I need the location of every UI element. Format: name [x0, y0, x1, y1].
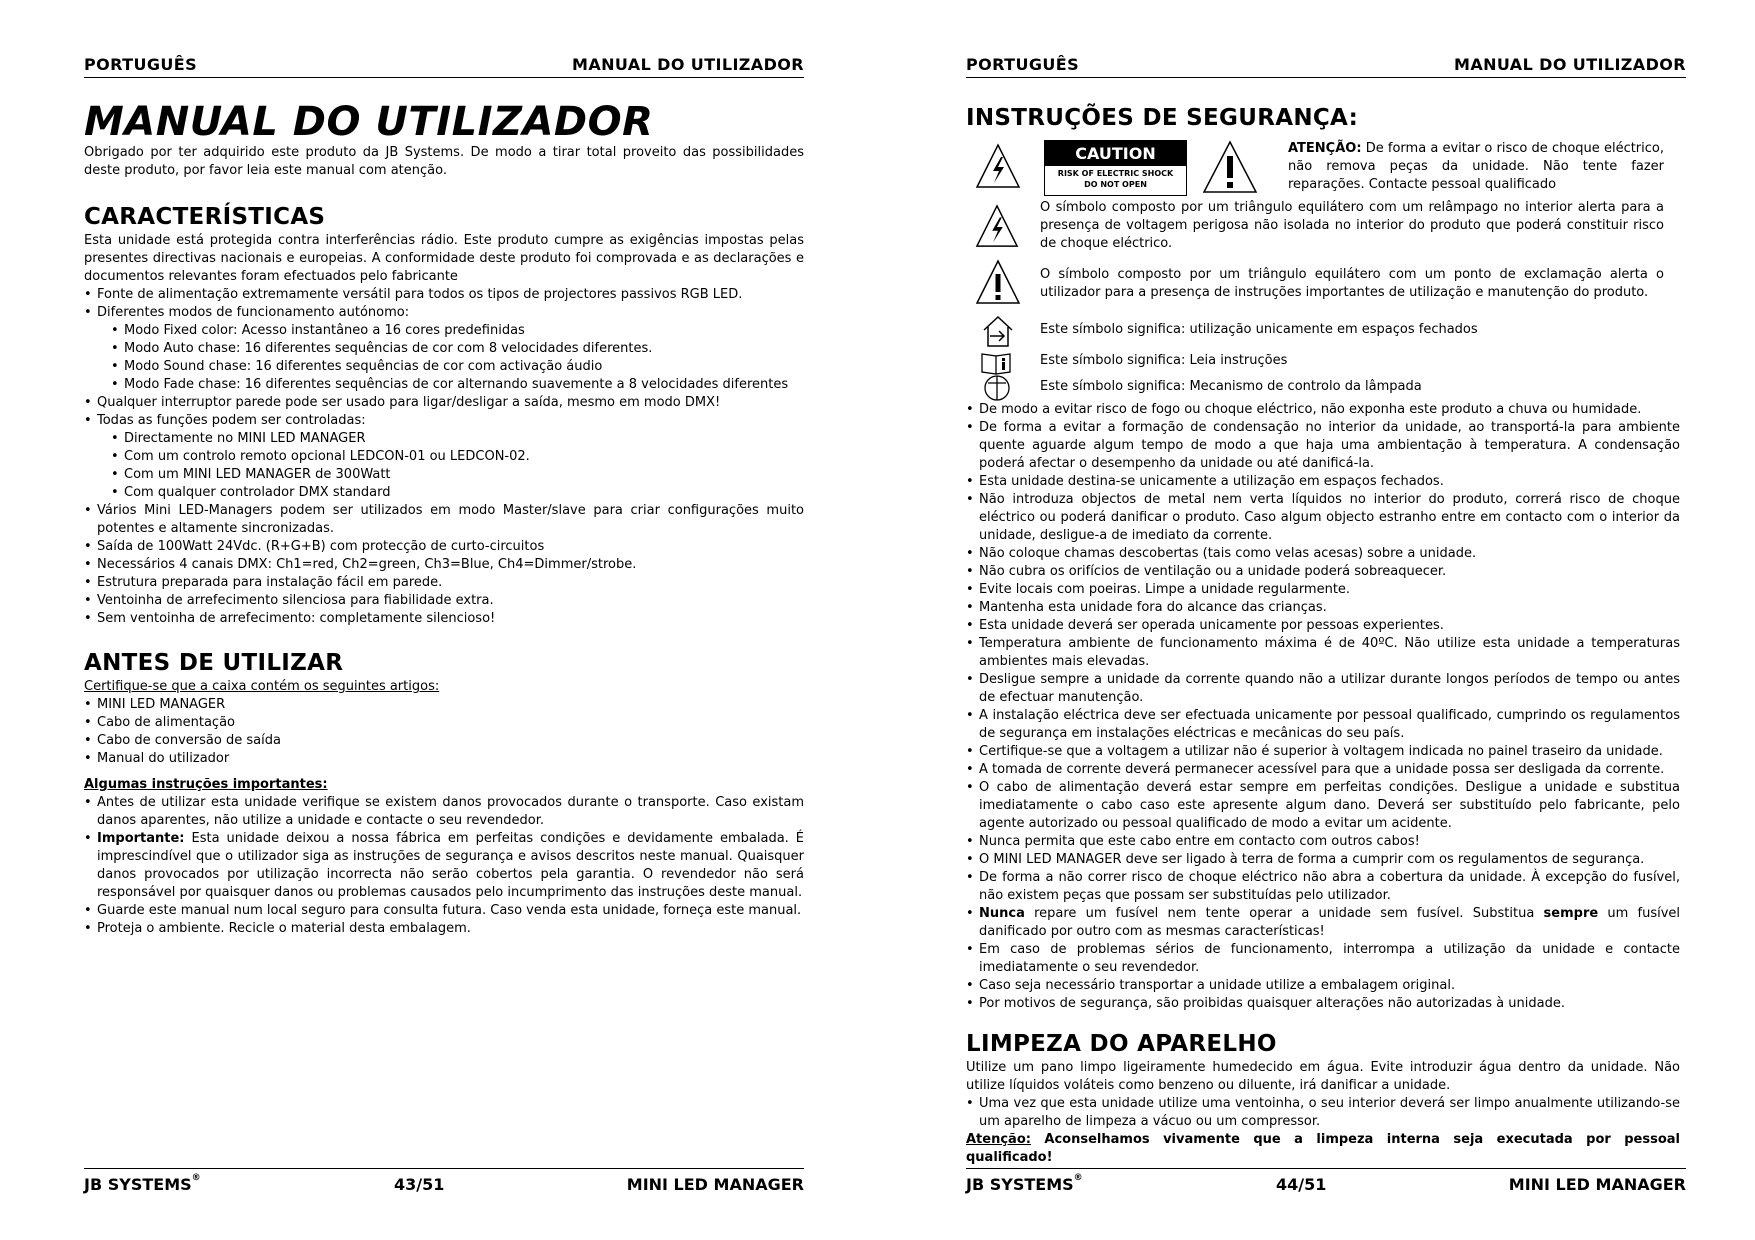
- safety-heading: INSTRUÇÕES DE SEGURANÇA:: [966, 105, 1359, 131]
- cleaning-heading: LIMPEZA DO APARELHO: [966, 1031, 1277, 1057]
- important-label: Importante:: [97, 831, 185, 846]
- important-text: Esta unidade deixou a nossa fábrica em perfeitas condições e devidamente embalada. É imprescindível que o utilizador siga as instruções de segurança e avisos descritos neste manual. Quaisquer danos provocados por utilização incorrecta não serão cobertos pela garantia. O revendedor não será responsável por quaisquer danos ou problemas causados pelo incumprimento das instruções deste manual.: [97, 831, 804, 900]
- list-item: • Cabo de alimentação: [84, 714, 804, 732]
- header-doc-title: MANUAL DO UTILIZADOR: [572, 55, 804, 74]
- footer-brand: JB SYSTEMS®: [84, 1173, 201, 1194]
- list-item: • Não coloque chamas descobertas (tais como velas acesas) sobre a unidade.: [966, 545, 1680, 563]
- important-heading: Algumas instruções importantes:: [84, 777, 328, 792]
- lightning-symbol-icon: [974, 203, 1020, 249]
- left-page: [84, 0, 804, 1240]
- list-item: • O MINI LED MANAGER deve ser ligado à terra de forma a cumprir com os regulamentos de segurança.: [966, 851, 1680, 869]
- safety-content: [966, 401, 1680, 1167]
- list-item: • Nunca repare um fusível nem tente operar a unidade sem fusível. Substitua sempre um fusível danificado por outro com as mesmas características!: [966, 905, 1680, 941]
- package-check-text: Certifique-se que a caixa contém os seguintes artigos:: [84, 679, 440, 694]
- page-header: [966, 55, 1686, 78]
- left-content: [84, 100, 804, 938]
- list-item: • Temperatura ambiente de funcionamento máxima é de 40ºC. Não utilize esta unidade a temperaturas ambientes mais elevadas.: [966, 635, 1680, 671]
- list-item: • Guarde este manual num local seguro para consulta futura. Caso venda esta unidade, forneça este manual.: [84, 902, 804, 920]
- list-item: • Caso seja necessário transportar a unidade utilize a embalagem original.: [966, 977, 1680, 995]
- list-item: • Ventoinha de arrefecimento silenciosa para fiabilidade extra.: [84, 592, 804, 610]
- list-item: • A tomada de corrente deverá permanecer acessível para que a unidade possa ser desligada da corrente.: [966, 761, 1680, 779]
- list-item: • Estrutura preparada para instalação fácil em parede.: [84, 574, 804, 592]
- list-item: • Modo Auto chase: 16 diferentes sequências de cor com 8 velocidades diferentes.: [111, 340, 804, 358]
- footer-page-number: 43/51: [394, 1175, 445, 1194]
- list-item: • Sem ventoinha de arrefecimento: completamente silencioso!: [84, 610, 804, 628]
- footer-product: MINI LED MANAGER: [1508, 1175, 1686, 1194]
- package-list: [84, 696, 804, 768]
- before-use-heading: ANTES DE UTILIZAR: [84, 650, 344, 676]
- features-list: [84, 394, 804, 430]
- exclamation-warning-icon: [1202, 140, 1258, 194]
- list-item: • Modo Fade chase: 16 diferentes sequências de cor alternando suavemente a 8 velocidades diferentes: [111, 376, 804, 394]
- footer-page-number: 44/51: [1276, 1175, 1327, 1194]
- cleaning-list: [966, 1095, 1680, 1131]
- list-item: • Com um controlo remoto opcional LEDCON-01 ou LEDCON-02.: [111, 448, 804, 466]
- read-symbol-text: Este símbolo significa: Leia instruções: [1040, 353, 1288, 368]
- list-item: • Fonte de alimentação extremamente versátil para todos os tipos de projectores passivos RGB LED.: [84, 286, 804, 304]
- nunca-label: Nunca: [979, 906, 1025, 921]
- page-header: [84, 55, 804, 78]
- list-item: • Em caso de problemas sérios de funcionamento, interrompa a utilização da unidade e contacte imediatamente o seu revendedor.: [966, 941, 1680, 977]
- list-item: • Todas as funções podem ser controladas:: [84, 412, 804, 430]
- list-item: • Directamente no MINI LED MANAGER: [111, 430, 804, 448]
- list-item: • Nunca permita que este cabo entre em contacto com outros cabos!: [966, 833, 1680, 851]
- list-item: • MINI LED MANAGER: [84, 696, 804, 714]
- right-page: [966, 0, 1686, 1240]
- features-list: [84, 286, 804, 322]
- lightning-symbol-text: O símbolo composto por um triângulo equilátero com um relâmpago no interior alerta para a presença de voltagem perigosa não isolada no interior do produto que poderá constituir risco de choque eléctrico.: [1040, 200, 1664, 251]
- list-item: • Uma vez que esta unidade utilize uma ventoinha, o seu interior deverá ser limpo anualmente utilizando-se um aparelho de limpeza a vácuo ou um compressor.: [966, 1095, 1680, 1131]
- cleaning-text: Utilize um pano limpo ligeiramente humedecido em água. Evite introduzir água dentro da unidade. Não utilize líquidos voláteis como benzeno ou diluente, irá danificar a unidade.: [966, 1060, 1680, 1093]
- cleaning-note-label: Atenção:: [966, 1132, 1031, 1147]
- attention-text-block: [1288, 140, 1664, 194]
- intro-text: Obrigado por ter adquirido este produto da JB Systems. De modo a tirar total proveito das possibilidades deste produto, por favor leia este manual com atenção.: [84, 145, 804, 178]
- list-item: • De modo a evitar risco de fogo ou choque eléctrico, não exponha este produto a chuva ou humidade.: [966, 401, 1680, 419]
- caution-label: [1044, 140, 1187, 196]
- list-item: • Manual do utilizador: [84, 750, 804, 768]
- header-language: PORTUGUÊS: [84, 55, 198, 74]
- list-item: • De forma a não correr risco de choque eléctrico não abra a cobertura da unidade. À excepção do fusível, não existem peças que possam ser substituídas pelo utilizador.: [966, 869, 1680, 905]
- lightning-warning-icon: [974, 142, 1022, 190]
- list-item: • Modo Fixed color: Acesso instantâneo a 16 cores predefinidas: [111, 322, 804, 340]
- list-item: • Esta unidade deverá ser operada unicamente por pessoas experientes.: [966, 617, 1680, 635]
- features-list: [84, 502, 804, 628]
- control-list: [84, 430, 804, 502]
- safety-list: [966, 401, 1680, 1013]
- list-item: [84, 830, 804, 902]
- list-item: • A instalação eléctrica deve ser efectuada unicamente por pessoal qualificado, cumprindo os regulamentos de segurança em instalações eléctricas e mecânicas do seu país.: [966, 707, 1680, 743]
- caution-title: CAUTION: [1045, 141, 1186, 166]
- list-item: • Cabo de conversão de saída: [84, 732, 804, 750]
- list-item: • Certifique-se que a voltagem a utilizar não é superior à voltagem indicada no painel traseiro da unidade.: [966, 743, 1680, 761]
- caution-subtitle: RISK OF ELECTRIC SHOCK DO NOT OPEN: [1057, 169, 1174, 189]
- indoor-symbol-text: Este símbolo significa: utilização unicamente em espaços fechados: [1040, 322, 1478, 337]
- important-list: [84, 794, 804, 938]
- features-text: Esta unidade está protegida contra interferências rádio. Este produto cumpre as exigências impostas pelas presentes directivas nacionais e europeias. A conformidade deste produto foi comprovada e as declarações e documentos relevantes foram efectuados pelo fabricante: [84, 233, 804, 284]
- attention-text: De forma a evitar o risco de choque eléctrico, não remova peças da unidade. Não tente fazer reparações. Contacte pessoal qualificado: [1288, 141, 1664, 192]
- read-instructions-icon: [980, 350, 1014, 376]
- attention-label: ATENÇÃO:: [1288, 141, 1362, 156]
- features-heading: CARACTERÍSTICAS: [84, 204, 326, 230]
- footer-product: MINI LED MANAGER: [626, 1175, 804, 1194]
- sempre-label: sempre: [1543, 906, 1599, 921]
- cleaning-note-text: Aconselhamos vivamente que a limpeza interna seja executada por pessoal qualificado!: [966, 1132, 1680, 1165]
- exclamation-symbol-text: O símbolo composto por um triângulo equilátero com um ponto de exclamação alerta o utilizador para a presença de instruções importantes de utilização e manutenção do produto.: [1040, 267, 1664, 300]
- list-item: • Necessários 4 canais DMX: Ch1=red, Ch2=green, Ch3=Blue, Ch4=Dimmer/strobe.: [84, 556, 804, 574]
- list-item: • Mantenha esta unidade fora do alcance das crianças.: [966, 599, 1680, 617]
- list-item: • Esta unidade destina-se unicamente a utilização em espaços fechados.: [966, 473, 1680, 491]
- lamp-symbol-text: Este símbolo significa: Mecanismo de controlo da lâmpada: [1040, 379, 1422, 394]
- list-item: • Não introduza objectos de metal nem verta líquidos no interior do produto, correrá risco de choque eléctrico ou poderá danificar o produto. Caso algum objecto estranho entre em contacto com o interior da unidade, desligue-a de imediato da corrente.: [966, 491, 1680, 545]
- indoor-use-icon: [982, 314, 1014, 348]
- list-item: • De forma a evitar a formação de condensação no interior da unidade, ao transportá-la para ambiente quente aguarde algum tempo de modo a que haja uma ambientação à temperatura. A condensação poderá afectar o desempenho da unidade ou até danificá-la.: [966, 419, 1680, 473]
- list-item: • Qualquer interruptor parede pode ser usado para ligar/desligar a saída, mesmo em modo DMX!: [84, 394, 804, 412]
- list-item: • Por motivos de segurança, são proibidas quaisquer alterações não autorizadas à unidade.: [966, 995, 1680, 1013]
- list-item: • Evite locais com poeiras. Limpe a unidade regularmente.: [966, 581, 1680, 599]
- list-item: • Vários Mini LED-Managers podem ser utilizados em modo Master/slave para criar configurações muito potentes e altamente sincronizadas.: [84, 502, 804, 538]
- list-item: • Com qualquer controlador DMX standard: [111, 484, 804, 502]
- page-title: MANUAL DO UTILIZADOR: [84, 99, 654, 145]
- exclamation-symbol-icon: [974, 258, 1022, 306]
- footer-brand: JB SYSTEMS®: [966, 1173, 1083, 1194]
- list-item: • Proteja o ambiente. Recicle o material desta embalagem.: [84, 920, 804, 938]
- list-item: • Com um MINI LED MANAGER de 300Watt: [111, 466, 804, 484]
- header-language: PORTUGUÊS: [966, 55, 1080, 74]
- page-footer: [84, 1168, 804, 1201]
- list-item: • O cabo de alimentação deverá estar sempre em perfeitas condições. Desligue a unidade e substitua imediatamente o cabo caso este apresente algum dano. Deverá ser substituído pelo fabricante, pelo agente autorizado ou pessoal qualificado de modo a evitar um acidente.: [966, 779, 1680, 833]
- list-item: • Diferentes modos de funcionamento autónomo:: [84, 304, 804, 322]
- list-item: • Saída de 100Watt 24Vdc. (R+G+B) com protecção de curto-circuitos: [84, 538, 804, 556]
- header-doc-title: MANUAL DO UTILIZADOR: [1454, 55, 1686, 74]
- list-item: • Modo Sound chase: 16 diferentes sequências de cor com activação áudio: [111, 358, 804, 376]
- lamp-control-icon: [982, 374, 1012, 402]
- page-footer: [966, 1168, 1686, 1201]
- list-item: • Não cubra os orifícios de ventilação ou a unidade poderá sobreaquecer.: [966, 563, 1680, 581]
- list-item: • Antes de utilizar esta unidade verifique se existem danos provocados durante o transporte. Caso existam danos aparentes, não utilize a unidade e contacte o seu revendedor.: [84, 794, 804, 830]
- modes-list: [84, 322, 804, 394]
- cleaning-note: [966, 1131, 1680, 1167]
- list-item: • Desligue sempre a unidade da corrente quando não a utilizar durante longos períodos de tempo ou antes de efectuar manutenção.: [966, 671, 1680, 707]
